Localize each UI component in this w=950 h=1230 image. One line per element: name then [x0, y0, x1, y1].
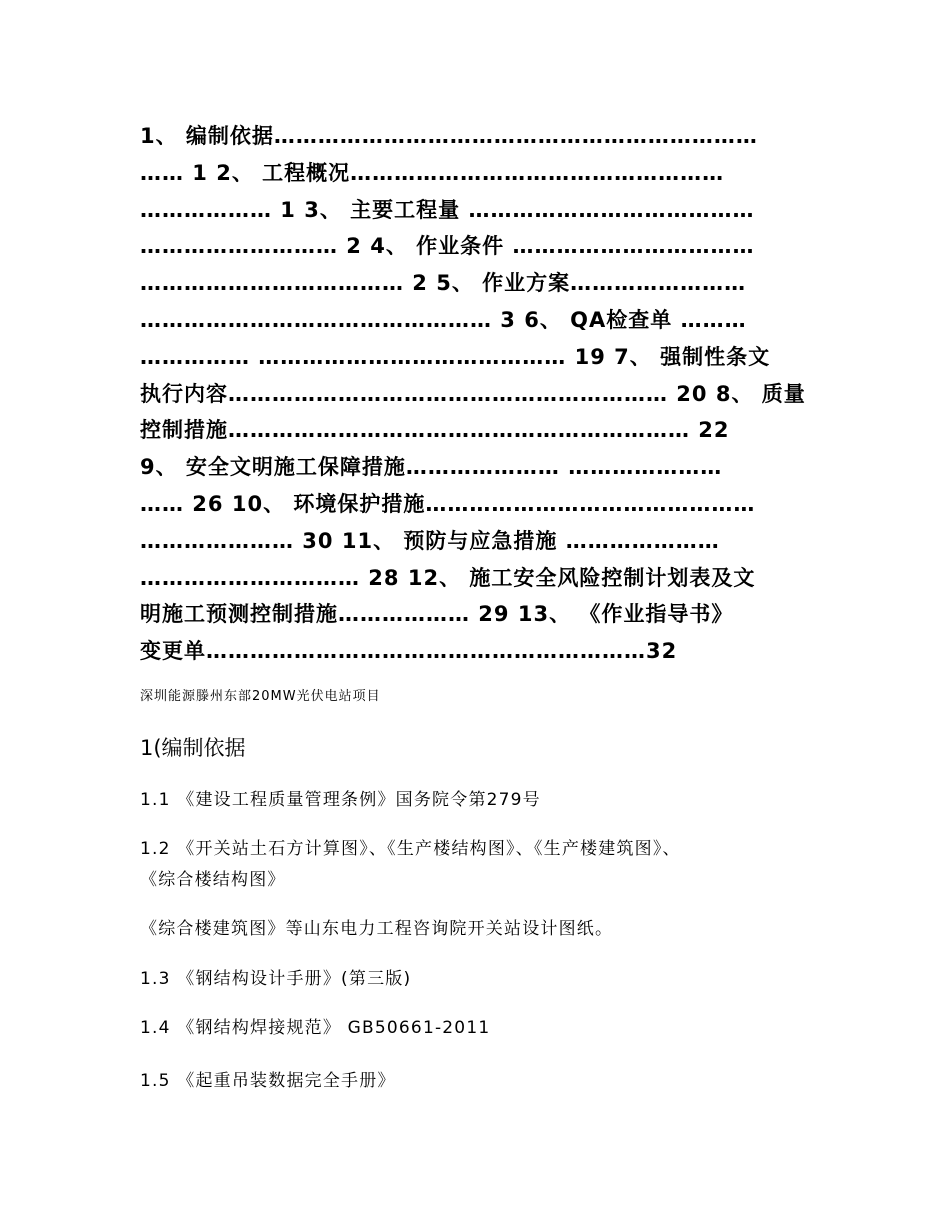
toc-line: ………………………………………… 3 6、 QA检查单 ………	[140, 307, 747, 332]
reference-item: 1.2 《开关站土石方计算图》、《生产楼结构图》、《生产楼建筑图》、	[140, 839, 681, 859]
reference-item: 1.3 《钢结构设计手册》(第三版)	[140, 969, 412, 989]
toc-line: ………………… 30 11、 预防与应急措施 …………………	[140, 528, 720, 553]
toc-line: ………………………… 28 12、 施工安全风险控制计划表及文	[140, 565, 756, 590]
reference-item: 1.4 《钢结构焊接规范》 GB50661-2011	[140, 1018, 491, 1038]
toc-line: ……………………… 2 4、 作业条件 ……………………………	[140, 234, 755, 259]
toc-line: ……………………………… 2 5、 作业方案……………………	[140, 271, 747, 296]
toc-line: …… 26 10、 环境保护措施………………………………………	[140, 491, 756, 516]
toc-line: 9、 安全文明施工保障措施………………… …………………	[140, 455, 723, 480]
reference-item: 《综合楼建筑图》等山东电力工程咨询院开关站设计图纸。	[140, 919, 614, 939]
toc-line: ……………… 1 3、 主要工程量 …………………………………	[140, 197, 755, 222]
toc-line: 明施工预测控制措施……………… 29 13、 《作业指导书》	[140, 602, 734, 627]
table-of-contents	[140, 118, 812, 670]
toc-line: 变更单……………………………………………………32	[140, 639, 678, 664]
toc-line: …… 1 2、 工程概况……………………………………………	[140, 160, 725, 185]
toc-line: 1、 编制依据…………………………………………………………	[140, 124, 758, 148]
toc-line: 执行内容…………………………………………………… 20 8、 质量	[140, 381, 806, 406]
reference-item: 1.5 《起重吊装数据完全手册》	[140, 1071, 396, 1091]
section-title: 1(编制依据	[140, 736, 246, 760]
toc-line: …………… …………………………………… 19 7、 强制性条文	[140, 344, 771, 369]
reference-item: 《综合楼结构图》	[140, 870, 286, 890]
reference-item: 1.1 《建设工程质量管理条例》国务院令第279号	[140, 790, 541, 810]
running-head: 深圳能源滕州东部20MW光伏电站项目	[140, 689, 381, 704]
toc-line: 控制措施……………………………………………………… 22	[140, 418, 730, 443]
